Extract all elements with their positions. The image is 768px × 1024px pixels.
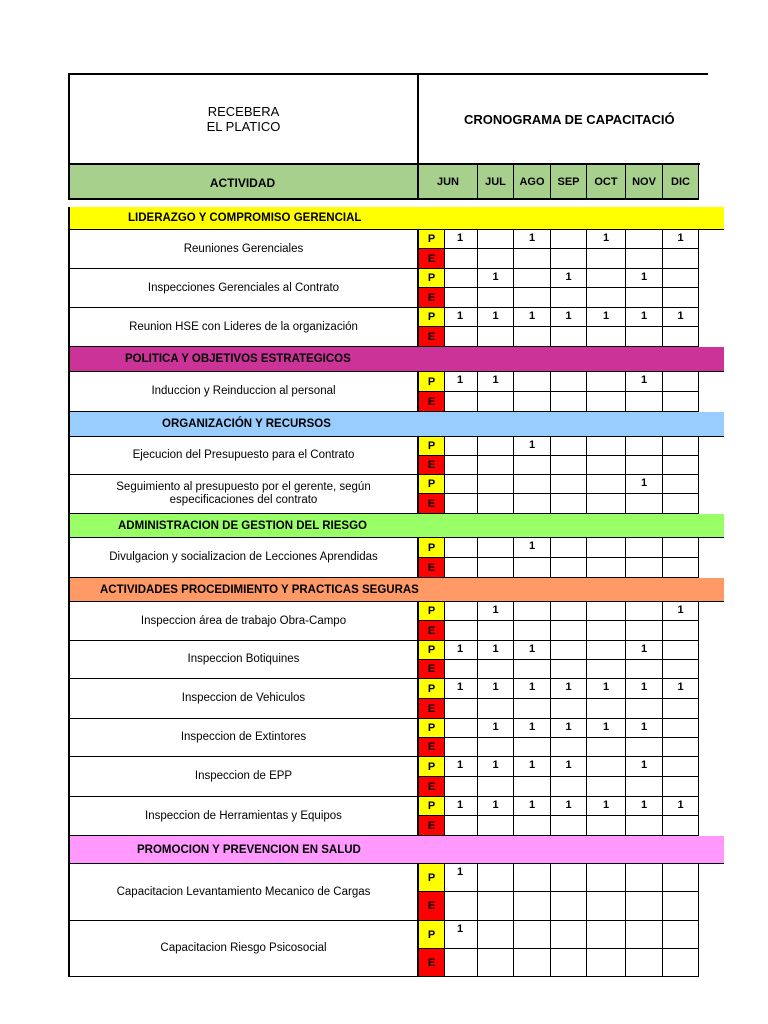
plan-cell-jul: 1 xyxy=(478,719,514,738)
plan-cell-jul xyxy=(478,230,514,249)
exec-label: E xyxy=(419,558,445,578)
exec-cell-ago xyxy=(514,456,551,475)
plan-cell-jun xyxy=(445,269,478,288)
exec-cell-oct xyxy=(587,699,626,719)
exec-cell-jun xyxy=(445,949,478,977)
exec-cell-dic xyxy=(663,392,699,412)
plan-cell-sep xyxy=(551,475,587,494)
activity-name: Inspeccion de Extintores xyxy=(68,719,419,757)
exec-cell-jul xyxy=(478,892,514,921)
plan-cell-jun: 1 xyxy=(445,641,478,660)
plan-cell-ago: 1 xyxy=(514,308,551,327)
exec-cell-dic xyxy=(663,738,699,757)
exec-cell-dic xyxy=(663,494,699,514)
plan-label: P xyxy=(419,641,445,660)
section-header-1: POLITICA Y OBJETIVOS ESTRATEGICOS xyxy=(68,347,724,372)
plan-cell-sep xyxy=(551,602,587,621)
exec-cell-nov xyxy=(626,699,663,719)
exec-cell-ago xyxy=(514,249,551,269)
activity-name: Induccion y Reinduccion al personal xyxy=(68,372,419,412)
exec-cell-oct xyxy=(587,494,626,514)
plan-cell-jul: 1 xyxy=(478,269,514,288)
plan-cell-sep: 1 xyxy=(551,679,587,699)
exec-cell-ago xyxy=(514,494,551,514)
plan-cell-sep xyxy=(551,372,587,392)
plan-cell-jul xyxy=(478,475,514,494)
plan-cell-jul: 1 xyxy=(478,641,514,660)
exec-cell-oct xyxy=(587,892,626,921)
exec-cell-jun xyxy=(445,327,478,347)
exec-cell-sep xyxy=(551,777,587,797)
plan-cell-jun: 1 xyxy=(445,679,478,699)
exec-cell-ago xyxy=(514,777,551,797)
plan-cell-sep: 1 xyxy=(551,797,587,816)
plan-cell-nov: 1 xyxy=(626,475,663,494)
exec-cell-jul xyxy=(478,392,514,412)
plan-label: P xyxy=(419,308,445,327)
exec-cell-jun xyxy=(445,392,478,412)
exec-cell-dic xyxy=(663,456,699,475)
plan-cell-jul: 1 xyxy=(478,757,514,777)
exec-cell-jun xyxy=(445,777,478,797)
plan-cell-dic xyxy=(663,719,699,738)
activity-name: Ejecucion del Presupuesto para el Contrato xyxy=(68,437,419,475)
exec-cell-jun xyxy=(445,816,478,836)
plan-cell-oct xyxy=(587,269,626,288)
exec-cell-oct xyxy=(587,558,626,578)
exec-cell-dic xyxy=(663,949,699,977)
plan-label: P xyxy=(419,475,445,494)
plan-cell-nov xyxy=(626,602,663,621)
plan-cell-oct xyxy=(587,757,626,777)
exec-cell-nov xyxy=(626,660,663,679)
plan-cell-nov: 1 xyxy=(626,641,663,660)
activity-name: Inspeccion de Vehiculos xyxy=(68,679,419,719)
plan-cell-dic xyxy=(663,921,699,949)
plan-cell-jun: 1 xyxy=(445,757,478,777)
plan-cell-jul xyxy=(478,921,514,949)
activity-name: Reuniones Gerenciales xyxy=(68,230,419,269)
exec-cell-oct xyxy=(587,949,626,977)
plan-cell-dic xyxy=(663,372,699,392)
plan-cell-nov xyxy=(626,538,663,558)
plan-cell-jul xyxy=(478,437,514,456)
exec-cell-nov xyxy=(626,621,663,641)
exec-cell-sep xyxy=(551,949,587,977)
plan-cell-nov: 1 xyxy=(626,757,663,777)
plan-cell-jul: 1 xyxy=(478,797,514,816)
activity-name: Inspeccion área de trabajo Obra-Campo xyxy=(68,602,419,641)
plan-cell-sep xyxy=(551,437,587,456)
exec-cell-nov xyxy=(626,288,663,308)
plan-cell-oct: 1 xyxy=(587,797,626,816)
plan-cell-nov: 1 xyxy=(626,308,663,327)
company-line-2: EL PLATICO xyxy=(206,119,281,134)
exec-label: E xyxy=(419,327,445,347)
plan-cell-jul: 1 xyxy=(478,679,514,699)
plan-label: P xyxy=(419,757,445,777)
exec-cell-jun xyxy=(445,660,478,679)
plan-cell-oct: 1 xyxy=(587,308,626,327)
exec-label: E xyxy=(419,949,445,977)
section-header-5: PROMOCION Y PREVENCION EN SALUD xyxy=(68,836,724,864)
plan-label: P xyxy=(419,372,445,392)
exec-cell-ago xyxy=(514,621,551,641)
plan-cell-nov: 1 xyxy=(626,372,663,392)
exec-cell-dic xyxy=(663,288,699,308)
plan-cell-dic xyxy=(663,864,699,892)
exec-cell-ago xyxy=(514,892,551,921)
plan-cell-ago xyxy=(514,372,551,392)
activity-name: Inspeccion de Herramientas y Equipos xyxy=(68,797,419,836)
exec-cell-ago xyxy=(514,392,551,412)
plan-cell-oct xyxy=(587,864,626,892)
month-header-jun: JUN xyxy=(419,165,478,200)
exec-cell-nov xyxy=(626,816,663,836)
exec-cell-dic xyxy=(663,699,699,719)
plan-cell-oct xyxy=(587,602,626,621)
month-header-ago: AGO xyxy=(514,165,551,200)
plan-cell-ago: 1 xyxy=(514,719,551,738)
exec-cell-jun xyxy=(445,738,478,757)
plan-cell-oct: 1 xyxy=(587,679,626,699)
plan-cell-jul: 1 xyxy=(478,602,514,621)
plan-label: P xyxy=(419,437,445,456)
plan-cell-dic: 1 xyxy=(663,797,699,816)
exec-cell-nov xyxy=(626,392,663,412)
plan-cell-sep xyxy=(551,538,587,558)
plan-cell-jun: 1 xyxy=(445,797,478,816)
activity-name: Inspeccion de EPP xyxy=(68,757,419,797)
month-header-nov: NOV xyxy=(626,165,663,200)
exec-label: E xyxy=(419,392,445,412)
exec-cell-ago xyxy=(514,949,551,977)
exec-cell-sep xyxy=(551,621,587,641)
exec-cell-sep xyxy=(551,249,587,269)
section-header-2: ORGANIZACIÓN Y RECURSOS xyxy=(68,412,724,437)
plan-cell-sep: 1 xyxy=(551,269,587,288)
company-name-block xyxy=(70,75,417,163)
plan-cell-ago xyxy=(514,269,551,288)
page-title: CRONOGRAMA DE CAPACITACIÓ xyxy=(464,111,675,127)
exec-cell-ago xyxy=(514,660,551,679)
plan-cell-ago: 1 xyxy=(514,437,551,456)
exec-cell-sep xyxy=(551,558,587,578)
exec-cell-jul xyxy=(478,949,514,977)
exec-cell-jun xyxy=(445,892,478,921)
exec-cell-sep xyxy=(551,699,587,719)
exec-cell-nov xyxy=(626,738,663,757)
plan-cell-ago: 1 xyxy=(514,757,551,777)
exec-cell-nov xyxy=(626,456,663,475)
activity-column-header: ACTIVIDAD xyxy=(209,175,276,190)
exec-cell-ago xyxy=(514,738,551,757)
plan-cell-dic xyxy=(663,437,699,456)
plan-cell-ago: 1 xyxy=(514,641,551,660)
activity-name: Reunion HSE con Lideres de la organización xyxy=(68,308,419,347)
plan-cell-jul xyxy=(478,538,514,558)
exec-cell-jul xyxy=(478,816,514,836)
plan-cell-ago xyxy=(514,602,551,621)
exec-cell-jul xyxy=(478,660,514,679)
activity-name: Seguimiento al presupuesto por el gerente, según especificaciones del contrato xyxy=(68,475,419,514)
exec-cell-ago xyxy=(514,288,551,308)
plan-cell-oct xyxy=(587,538,626,558)
exec-cell-oct xyxy=(587,738,626,757)
plan-cell-jun xyxy=(445,475,478,494)
plan-cell-oct: 1 xyxy=(587,719,626,738)
exec-label: E xyxy=(419,777,445,797)
plan-cell-nov xyxy=(626,864,663,892)
exec-cell-sep xyxy=(551,892,587,921)
plan-cell-ago: 1 xyxy=(514,679,551,699)
exec-cell-dic xyxy=(663,660,699,679)
exec-cell-dic xyxy=(663,816,699,836)
exec-label: E xyxy=(419,660,445,679)
exec-cell-dic xyxy=(663,558,699,578)
exec-cell-dic xyxy=(663,777,699,797)
plan-cell-jul xyxy=(478,864,514,892)
exec-label: E xyxy=(419,288,445,308)
exec-cell-jun xyxy=(445,456,478,475)
exec-cell-sep xyxy=(551,494,587,514)
plan-cell-oct xyxy=(587,475,626,494)
exec-label: E xyxy=(419,892,445,921)
plan-cell-oct xyxy=(587,437,626,456)
exec-cell-jul xyxy=(478,777,514,797)
plan-cell-sep xyxy=(551,864,587,892)
plan-label: P xyxy=(419,864,445,892)
plan-cell-oct xyxy=(587,921,626,949)
exec-cell-nov xyxy=(626,494,663,514)
exec-cell-nov xyxy=(626,558,663,578)
plan-cell-ago xyxy=(514,864,551,892)
exec-label: E xyxy=(419,699,445,719)
exec-cell-dic xyxy=(663,327,699,347)
exec-label: E xyxy=(419,621,445,641)
exec-cell-sep xyxy=(551,816,587,836)
plan-cell-sep xyxy=(551,641,587,660)
plan-cell-sep: 1 xyxy=(551,719,587,738)
exec-cell-oct xyxy=(587,456,626,475)
exec-cell-dic xyxy=(663,892,699,921)
exec-cell-sep xyxy=(551,660,587,679)
plan-cell-dic xyxy=(663,757,699,777)
exec-cell-jul xyxy=(478,327,514,347)
plan-cell-dic: 1 xyxy=(663,230,699,249)
exec-cell-jul xyxy=(478,699,514,719)
plan-cell-nov xyxy=(626,437,663,456)
exec-cell-oct xyxy=(587,392,626,412)
plan-cell-sep xyxy=(551,230,587,249)
exec-cell-jul xyxy=(478,738,514,757)
plan-cell-jun xyxy=(445,602,478,621)
plan-label: P xyxy=(419,230,445,249)
exec-cell-jun xyxy=(445,699,478,719)
exec-cell-jun xyxy=(445,621,478,641)
exec-label: E xyxy=(419,816,445,836)
exec-cell-oct xyxy=(587,816,626,836)
exec-label: E xyxy=(419,249,445,269)
company-line-1: RECEBERA xyxy=(207,104,280,119)
plan-cell-jun xyxy=(445,437,478,456)
plan-cell-jul: 1 xyxy=(478,308,514,327)
plan-cell-jun: 1 xyxy=(445,230,478,249)
exec-cell-sep xyxy=(551,456,587,475)
plan-cell-oct xyxy=(587,372,626,392)
plan-cell-jun xyxy=(445,719,478,738)
exec-cell-oct xyxy=(587,327,626,347)
plan-cell-nov: 1 xyxy=(626,797,663,816)
exec-cell-nov xyxy=(626,327,663,347)
plan-cell-nov: 1 xyxy=(626,269,663,288)
plan-cell-oct xyxy=(587,641,626,660)
plan-cell-jun: 1 xyxy=(445,372,478,392)
exec-cell-oct xyxy=(587,249,626,269)
exec-label: E xyxy=(419,494,445,514)
activity-name: Capacitacion Riesgo Psicosocial xyxy=(68,921,419,977)
plan-cell-dic xyxy=(663,475,699,494)
section-header-3: ADMINISTRACION DE GESTION DEL RIESGO xyxy=(68,514,724,538)
plan-cell-nov: 1 xyxy=(626,719,663,738)
plan-cell-jun: 1 xyxy=(445,864,478,892)
plan-cell-dic: 1 xyxy=(663,679,699,699)
exec-cell-sep xyxy=(551,392,587,412)
exec-cell-ago xyxy=(514,699,551,719)
activity-name: Capacitacion Levantamiento Mecanico de Cargas xyxy=(68,864,419,921)
plan-label: P xyxy=(419,921,445,949)
exec-cell-ago xyxy=(514,816,551,836)
plan-cell-ago: 1 xyxy=(514,230,551,249)
exec-cell-sep xyxy=(551,327,587,347)
exec-cell-nov xyxy=(626,949,663,977)
plan-cell-jun: 1 xyxy=(445,308,478,327)
plan-cell-nov xyxy=(626,921,663,949)
plan-cell-ago: 1 xyxy=(514,538,551,558)
exec-cell-ago xyxy=(514,327,551,347)
plan-cell-ago xyxy=(514,475,551,494)
exec-cell-jul xyxy=(478,249,514,269)
exec-cell-jun xyxy=(445,249,478,269)
month-header-dic: DIC xyxy=(663,165,699,200)
section-header-0: LIDERAZGO Y COMPROMISO GERENCIAL xyxy=(68,207,724,230)
activity-name: Inspecciones Gerenciales al Contrato xyxy=(68,269,419,308)
exec-cell-jul xyxy=(478,621,514,641)
exec-label: E xyxy=(419,456,445,475)
exec-cell-jun xyxy=(445,288,478,308)
plan-cell-dic: 1 xyxy=(663,308,699,327)
exec-cell-jun xyxy=(445,558,478,578)
plan-cell-oct: 1 xyxy=(587,230,626,249)
plan-cell-sep: 1 xyxy=(551,308,587,327)
exec-cell-sep xyxy=(551,288,587,308)
exec-cell-jun xyxy=(445,494,478,514)
month-header-sep: SEP xyxy=(551,165,587,200)
activity-name: Divulgacion y socializacion de Lecciones Aprendidas xyxy=(68,538,419,578)
plan-cell-nov xyxy=(626,230,663,249)
activity-name: Inspeccion Botiquines xyxy=(68,641,419,679)
exec-cell-dic xyxy=(663,621,699,641)
plan-label: P xyxy=(419,269,445,288)
exec-cell-oct xyxy=(587,288,626,308)
exec-cell-oct xyxy=(587,621,626,641)
exec-cell-ago xyxy=(514,558,551,578)
plan-cell-nov: 1 xyxy=(626,679,663,699)
exec-cell-oct xyxy=(587,777,626,797)
plan-cell-dic xyxy=(663,538,699,558)
exec-cell-jul xyxy=(478,288,514,308)
plan-cell-jun xyxy=(445,538,478,558)
exec-label: E xyxy=(419,738,445,757)
plan-cell-ago: 1 xyxy=(514,797,551,816)
exec-cell-nov xyxy=(626,777,663,797)
plan-label: P xyxy=(419,797,445,816)
plan-cell-dic: 1 xyxy=(663,602,699,621)
plan-label: P xyxy=(419,538,445,558)
exec-cell-jul xyxy=(478,558,514,578)
exec-cell-jul xyxy=(478,456,514,475)
exec-cell-jul xyxy=(478,494,514,514)
month-header-oct: OCT xyxy=(587,165,626,200)
plan-label: P xyxy=(419,679,445,699)
exec-cell-nov xyxy=(626,892,663,921)
plan-cell-dic xyxy=(663,269,699,288)
month-header-jul: JUL xyxy=(478,165,514,200)
plan-cell-sep xyxy=(551,921,587,949)
exec-cell-oct xyxy=(587,660,626,679)
exec-cell-sep xyxy=(551,738,587,757)
plan-cell-ago xyxy=(514,921,551,949)
plan-label: P xyxy=(419,602,445,621)
exec-cell-dic xyxy=(663,249,699,269)
plan-cell-jul: 1 xyxy=(478,372,514,392)
section-header-4: ACTIVIDADES PROCEDIMIENTO Y PRACTICAS SEGURAS xyxy=(68,578,724,602)
plan-cell-dic xyxy=(663,641,699,660)
exec-cell-nov xyxy=(626,249,663,269)
plan-cell-sep: 1 xyxy=(551,757,587,777)
plan-label: P xyxy=(419,719,445,738)
plan-cell-jun: 1 xyxy=(445,921,478,949)
